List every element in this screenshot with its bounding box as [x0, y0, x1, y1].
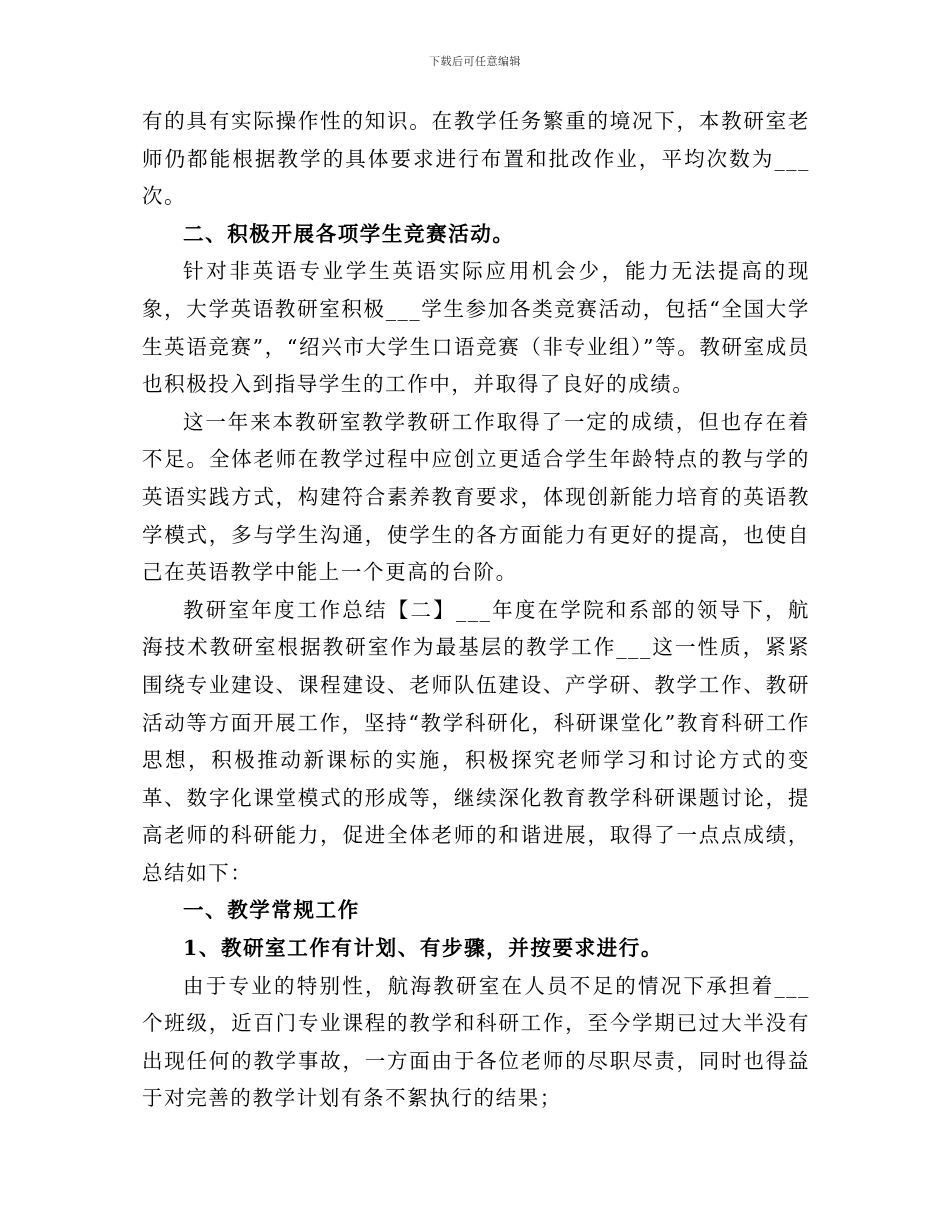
document-body [142, 103, 810, 1118]
page-header: 下载后可任意编辑 [429, 55, 521, 68]
paragraph-summary: 这一年来本教研室教学教研工作取得了一定的成绩，但也存在着不足。全体老师在教学过程中应创立更适合学生年龄特点的教与学的英语实践方式，构建符合素养教育要求，体现创新能力培育的英语教学模式，多与学生沟通，使学生的各方面能力有更好的提高，也使自己在英语教学中能上一个更高的台阶。 [142, 409, 810, 585]
paragraph-continued: 有的具有实际操作性的知识。在教学任务繁重的境况下，本教研室老师仍都能根据教学的具体要求进行布置和批改作业，平均次数为___次。 [142, 109, 810, 209]
paragraph-second-report-intro: 教研室年度工作总结【二】___年度在学院和系部的领导下，航海技术教研室根据教研室作为最基层的教学工作___这一性质，紧紧围绕专业建设、课程建设、老师队伍建设、产学研、教学工作、教研活动等方面开展工作，坚持“教学科研化，科研课堂化”教育科研工作思想，积极推动新课标的实施，积极探究老师学习和讨论方式的变革、数字化课堂模式的形成等，继续深化教育教学科研课题讨论，提高老师的科研能力，促进全体老师的和谐进展，取得了一点点成绩，总结如下： [142, 597, 810, 885]
section-heading-routine-work: 一、教学常规工作 [183, 898, 360, 923]
subsection-heading-planning: 1、教研室工作有计划、有步骤，并按要求进行。 [183, 936, 663, 961]
paragraph-teaching-load: 由于专业的特别性，航海教研室在人员不足的情况下承担着___个班级，近百门专业课程的教学和科研工作，至今学期已过大半没有出现任何的教学事故，一方面由于各位老师的尽职尽责，同时也得益于对完善的教学计划有条不絮执行的结果； [142, 973, 810, 1111]
paragraph-competitions: 针对非英语专业学生英语实际应用机会少，能力无法提高的现象，大学英语教研室积极___学生参加各类竞赛活动，包括“全国大学生英语竞赛”，“绍兴市大学生口语竞赛（非专业组）”等。教研室成员也积极投入到指导学生的工作中，并取得了良好的成绩。 [142, 259, 810, 397]
section-heading-competitions: 二、积极开展各项学生竞赛活动。 [183, 221, 515, 246]
